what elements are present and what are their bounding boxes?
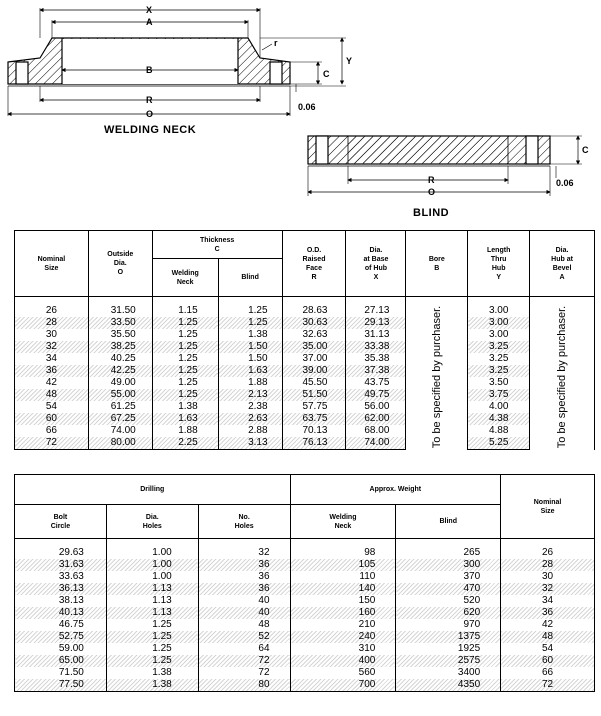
thickness-welding-neck-cell: 1.38	[152, 401, 218, 413]
thickness-blind-cell: 1.50	[218, 341, 282, 353]
table-row	[15, 401, 595, 413]
weight-welding-neck-cell: 240	[290, 631, 396, 643]
blind-dim-o-label: O	[428, 187, 436, 197]
table-row	[15, 317, 595, 329]
col-nominal-size: Nominal Size	[15, 231, 89, 297]
table-row	[15, 595, 595, 607]
table-row	[15, 631, 595, 643]
nominal-size-cell: 34	[501, 595, 595, 607]
thickness-welding-neck-cell: 1.25	[152, 377, 218, 389]
weight-welding-neck-cell: 105	[290, 559, 396, 571]
dia-base-hub-cell: 29.13	[346, 317, 406, 329]
length-thru-hub-cell: 3.00	[468, 317, 530, 329]
table-row	[15, 583, 595, 595]
od-raised-face-cell: 28.63	[282, 305, 346, 317]
thickness-blind-cell: 1.88	[218, 377, 282, 389]
weight-welding-neck-cell: 310	[290, 643, 396, 655]
weight-blind-cell: 470	[396, 583, 501, 595]
nominal-size-cell: 66	[501, 667, 595, 679]
thickness-blind-cell: 1.63	[218, 365, 282, 377]
nominal-size-cell: 60	[15, 413, 89, 425]
dia-holes-cell: 1.13	[106, 583, 198, 595]
table-row	[15, 365, 595, 377]
dia-base-hub-cell: 35.38	[346, 353, 406, 365]
weight-welding-neck-cell: 700	[290, 679, 396, 692]
dimensions-table-body	[15, 297, 595, 450]
outside-dia-cell: 33.50	[88, 317, 152, 329]
thickness-blind-cell: 1.38	[218, 329, 282, 341]
table-row	[15, 353, 595, 365]
outside-dia-cell: 38.25	[88, 341, 152, 353]
col-thickness-blind: Blind	[218, 259, 282, 297]
table-row	[15, 305, 595, 317]
no-holes-cell: 36	[198, 583, 290, 595]
col-dia-holes: Dia. Holes	[106, 505, 198, 539]
weight-welding-neck-cell: 150	[290, 595, 396, 607]
dia-holes-cell: 1.00	[106, 547, 198, 559]
outside-dia-cell: 49.00	[88, 377, 152, 389]
weight-welding-neck-cell: 140	[290, 583, 396, 595]
thickness-welding-neck-cell: 1.15	[152, 305, 218, 317]
dia-holes-cell: 1.25	[106, 655, 198, 667]
weight-welding-neck-cell: 400	[290, 655, 396, 667]
od-raised-face-cell: 70.13	[282, 425, 346, 437]
table-row	[15, 559, 595, 571]
bevel-purchaser-note: To be specified by purchaser.	[556, 306, 569, 449]
outside-dia-cell: 67.25	[88, 413, 152, 425]
weight-blind-cell: 2575	[396, 655, 501, 667]
dim-a-label: A	[146, 17, 153, 27]
nominal-size-cell: 34	[15, 353, 89, 365]
col-weight-group: Approx. Weight	[290, 475, 501, 505]
weight-blind-cell: 265	[396, 547, 501, 559]
od-raised-face-cell: 39.00	[282, 365, 346, 377]
od-raised-face-cell: 32.63	[282, 329, 346, 341]
table-row	[15, 619, 595, 631]
nominal-size-cell: 54	[15, 401, 89, 413]
dia-hub-bevel-cell	[530, 305, 595, 450]
length-thru-hub-cell: 3.00	[468, 329, 530, 341]
dia-base-hub-cell: 56.00	[346, 401, 406, 413]
dia-holes-cell: 1.38	[106, 679, 198, 692]
dim-b-label: B	[146, 65, 153, 75]
thickness-welding-neck-cell: 1.25	[152, 365, 218, 377]
col-length-thru-hub: Length Thru Hub Y	[468, 231, 530, 297]
no-holes-cell: 64	[198, 643, 290, 655]
dia-holes-cell: 1.25	[106, 619, 198, 631]
nominal-size-cell: 54	[501, 643, 595, 655]
dimensions-table	[14, 230, 595, 450]
dim-radius-label: r	[274, 38, 278, 48]
bolt-circle-cell: 38.13	[15, 595, 107, 607]
dia-holes-cell: 1.00	[106, 559, 198, 571]
table-row	[15, 679, 595, 692]
weight-welding-neck-cell: 110	[290, 571, 396, 583]
nominal-size-cell: 28	[501, 559, 595, 571]
no-holes-cell: 40	[198, 607, 290, 619]
dia-holes-cell: 1.25	[106, 631, 198, 643]
od-raised-face-cell: 76.13	[282, 437, 346, 450]
nominal-size-cell: 26	[501, 547, 595, 559]
thickness-blind-cell: 2.13	[218, 389, 282, 401]
thickness-blind-cell: 2.88	[218, 425, 282, 437]
no-holes-cell: 32	[198, 547, 290, 559]
welding-neck-diagram	[8, 8, 346, 116]
col-dia-hub-bevel: Dia. Hub at Bevel A	[530, 231, 595, 297]
weight-blind-cell: 520	[396, 595, 501, 607]
outside-dia-cell: 42.25	[88, 365, 152, 377]
od-raised-face-cell: 37.00	[282, 353, 346, 365]
outside-dia-cell: 40.25	[88, 353, 152, 365]
drilling-weight-table	[14, 474, 595, 692]
col-bore: Bore B	[406, 231, 468, 297]
length-thru-hub-cell: 3.25	[468, 365, 530, 377]
dim-c-label: C	[323, 69, 330, 79]
thickness-blind-cell: 3.13	[218, 437, 282, 450]
drilling-weight-table-body	[15, 539, 595, 692]
bolt-circle-cell: 71.50	[15, 667, 107, 679]
thickness-blind-cell: 1.50	[218, 353, 282, 365]
table-row	[15, 413, 595, 425]
table-row	[15, 425, 595, 437]
col-outside-dia: Outside Dia. O	[88, 231, 152, 297]
nominal-size-cell: 36	[15, 365, 89, 377]
dia-base-hub-cell: 49.75	[346, 389, 406, 401]
od-raised-face-cell: 51.50	[282, 389, 346, 401]
weight-welding-neck-cell: 560	[290, 667, 396, 679]
col-bolt-circle: Bolt Circle	[15, 505, 107, 539]
bolt-circle-cell: 29.63	[15, 547, 107, 559]
nominal-size-cell: 42	[15, 377, 89, 389]
length-thru-hub-cell: 4.38	[468, 413, 530, 425]
weight-blind-cell: 300	[396, 559, 501, 571]
weight-blind-cell: 3400	[396, 667, 501, 679]
outside-dia-cell: 55.00	[88, 389, 152, 401]
dia-holes-cell: 1.13	[106, 595, 198, 607]
nominal-size-cell: 66	[15, 425, 89, 437]
bolt-circle-cell: 65.00	[15, 655, 107, 667]
no-holes-cell: 48	[198, 619, 290, 631]
nominal-size-cell: 30	[501, 571, 595, 583]
od-raised-face-cell: 45.50	[282, 377, 346, 389]
length-thru-hub-cell: 3.25	[468, 353, 530, 365]
od-raised-face-cell: 35.00	[282, 341, 346, 353]
bolt-circle-cell: 33.63	[15, 571, 107, 583]
length-thru-hub-cell: 3.50	[468, 377, 530, 389]
nominal-size-cell: 36	[501, 607, 595, 619]
outside-dia-cell: 74.00	[88, 425, 152, 437]
weight-blind-cell: 4350	[396, 679, 501, 692]
no-holes-cell: 72	[198, 667, 290, 679]
weight-welding-neck-cell: 98	[290, 547, 396, 559]
length-thru-hub-cell: 3.25	[468, 341, 530, 353]
nominal-size-cell: 28	[15, 317, 89, 329]
nominal-size-cell: 32	[501, 583, 595, 595]
nominal-size-cell: 72	[501, 679, 595, 692]
outside-dia-cell: 80.00	[88, 437, 152, 450]
nominal-size-cell: 26	[15, 305, 89, 317]
blind-dim-r-label: R	[428, 175, 435, 185]
dia-base-hub-cell: 62.00	[346, 413, 406, 425]
outside-dia-cell: 61.25	[88, 401, 152, 413]
col-nominal-size-2: Nominal Size	[501, 475, 595, 539]
weight-blind-cell: 620	[396, 607, 501, 619]
col-no-holes: No. Holes	[198, 505, 290, 539]
od-raised-face-cell: 57.75	[282, 401, 346, 413]
table-row	[15, 571, 595, 583]
nominal-size-cell: 48	[15, 389, 89, 401]
weight-blind-cell: 1925	[396, 643, 501, 655]
dim-o-label: O	[146, 109, 154, 119]
table-row	[15, 667, 595, 679]
nominal-size-cell: 48	[501, 631, 595, 643]
welding-neck-caption: WELDING NECK	[104, 124, 197, 136]
dia-base-hub-cell: 37.38	[346, 365, 406, 377]
outside-dia-cell: 35.50	[88, 329, 152, 341]
dia-base-hub-cell: 43.75	[346, 377, 406, 389]
weight-welding-neck-cell: 210	[290, 619, 396, 631]
table-row	[15, 389, 595, 401]
thickness-welding-neck-cell: 1.25	[152, 317, 218, 329]
length-thru-hub-cell: 5.25	[468, 437, 530, 450]
weight-blind-cell: 1375	[396, 631, 501, 643]
blind-dim-face-label: 0.06	[556, 178, 574, 188]
dia-base-hub-cell: 68.00	[346, 425, 406, 437]
dim-x-label: X	[146, 5, 153, 15]
col-od-raised-face: O.D. Raised Face R	[282, 231, 346, 297]
dim-r-label: R	[146, 95, 153, 105]
thickness-welding-neck-cell: 1.25	[152, 329, 218, 341]
nominal-size-cell: 60	[501, 655, 595, 667]
blind-diagram	[308, 136, 582, 196]
col-thickness-welding-neck: Welding Neck	[152, 259, 218, 297]
bolt-circle-cell: 36.13	[15, 583, 107, 595]
thickness-welding-neck-cell: 1.63	[152, 413, 218, 425]
table-row	[15, 377, 595, 389]
flange-drawings	[0, 0, 601, 228]
weight-welding-neck-cell: 160	[290, 607, 396, 619]
outside-dia-cell: 31.50	[88, 305, 152, 317]
weight-blind-cell: 370	[396, 571, 501, 583]
no-holes-cell: 36	[198, 559, 290, 571]
no-holes-cell: 36	[198, 571, 290, 583]
bore-cell	[406, 305, 468, 450]
col-thickness-group: Thickness C	[152, 231, 282, 259]
length-thru-hub-cell: 3.75	[468, 389, 530, 401]
bore-purchaser-note: To be specified by purchaser.	[430, 306, 443, 449]
bolt-circle-cell: 52.75	[15, 631, 107, 643]
bolt-circle-cell: 46.75	[15, 619, 107, 631]
table-row	[15, 437, 595, 450]
table-row	[15, 655, 595, 667]
dia-holes-cell: 1.38	[106, 667, 198, 679]
col-weight-welding-neck: Welding Neck	[290, 505, 396, 539]
thickness-welding-neck-cell: 1.25	[152, 389, 218, 401]
table-row	[15, 341, 595, 353]
dia-base-hub-cell: 33.38	[346, 341, 406, 353]
od-raised-face-cell: 30.63	[282, 317, 346, 329]
length-thru-hub-cell: 3.00	[468, 305, 530, 317]
table-row	[15, 607, 595, 619]
thickness-blind-cell: 2.63	[218, 413, 282, 425]
flange-diagrams-svg	[0, 0, 601, 228]
nominal-size-cell: 72	[15, 437, 89, 450]
thickness-welding-neck-cell: 1.88	[152, 425, 218, 437]
col-drilling-group: Drilling	[15, 475, 291, 505]
bolt-circle-cell: 40.13	[15, 607, 107, 619]
thickness-welding-neck-cell: 1.25	[152, 353, 218, 365]
nominal-size-cell: 32	[15, 341, 89, 353]
bolt-circle-cell: 31.63	[15, 559, 107, 571]
length-thru-hub-cell: 4.88	[468, 425, 530, 437]
no-holes-cell: 40	[198, 595, 290, 607]
dia-holes-cell: 1.00	[106, 571, 198, 583]
nominal-size-cell: 30	[15, 329, 89, 341]
weight-blind-cell: 970	[396, 619, 501, 631]
thickness-welding-neck-cell: 1.25	[152, 341, 218, 353]
blind-dim-c-label: C	[582, 145, 589, 155]
nominal-size-cell: 42	[501, 619, 595, 631]
dia-base-hub-cell: 31.13	[346, 329, 406, 341]
no-holes-cell: 72	[198, 655, 290, 667]
col-weight-blind: Blind	[396, 505, 501, 539]
dia-base-hub-cell: 27.13	[346, 305, 406, 317]
thickness-blind-cell: 1.25	[218, 317, 282, 329]
od-raised-face-cell: 63.75	[282, 413, 346, 425]
thickness-blind-cell: 2.38	[218, 401, 282, 413]
col-dia-base-hub: Dia. at Base of Hub X	[346, 231, 406, 297]
dia-base-hub-cell: 74.00	[346, 437, 406, 450]
table-row	[15, 329, 595, 341]
table-row	[15, 643, 595, 655]
thickness-blind-cell: 1.25	[218, 305, 282, 317]
no-holes-cell: 80	[198, 679, 290, 692]
bolt-circle-cell: 77.50	[15, 679, 107, 692]
no-holes-cell: 52	[198, 631, 290, 643]
blind-caption: BLIND	[413, 207, 450, 219]
dim-face-label: 0.06	[298, 102, 316, 112]
dia-holes-cell: 1.13	[106, 607, 198, 619]
thickness-welding-neck-cell: 2.25	[152, 437, 218, 450]
table-row	[15, 547, 595, 559]
length-thru-hub-cell: 4.00	[468, 401, 530, 413]
dim-y-label: Y	[346, 56, 353, 66]
dia-holes-cell: 1.25	[106, 643, 198, 655]
bolt-circle-cell: 59.00	[15, 643, 107, 655]
